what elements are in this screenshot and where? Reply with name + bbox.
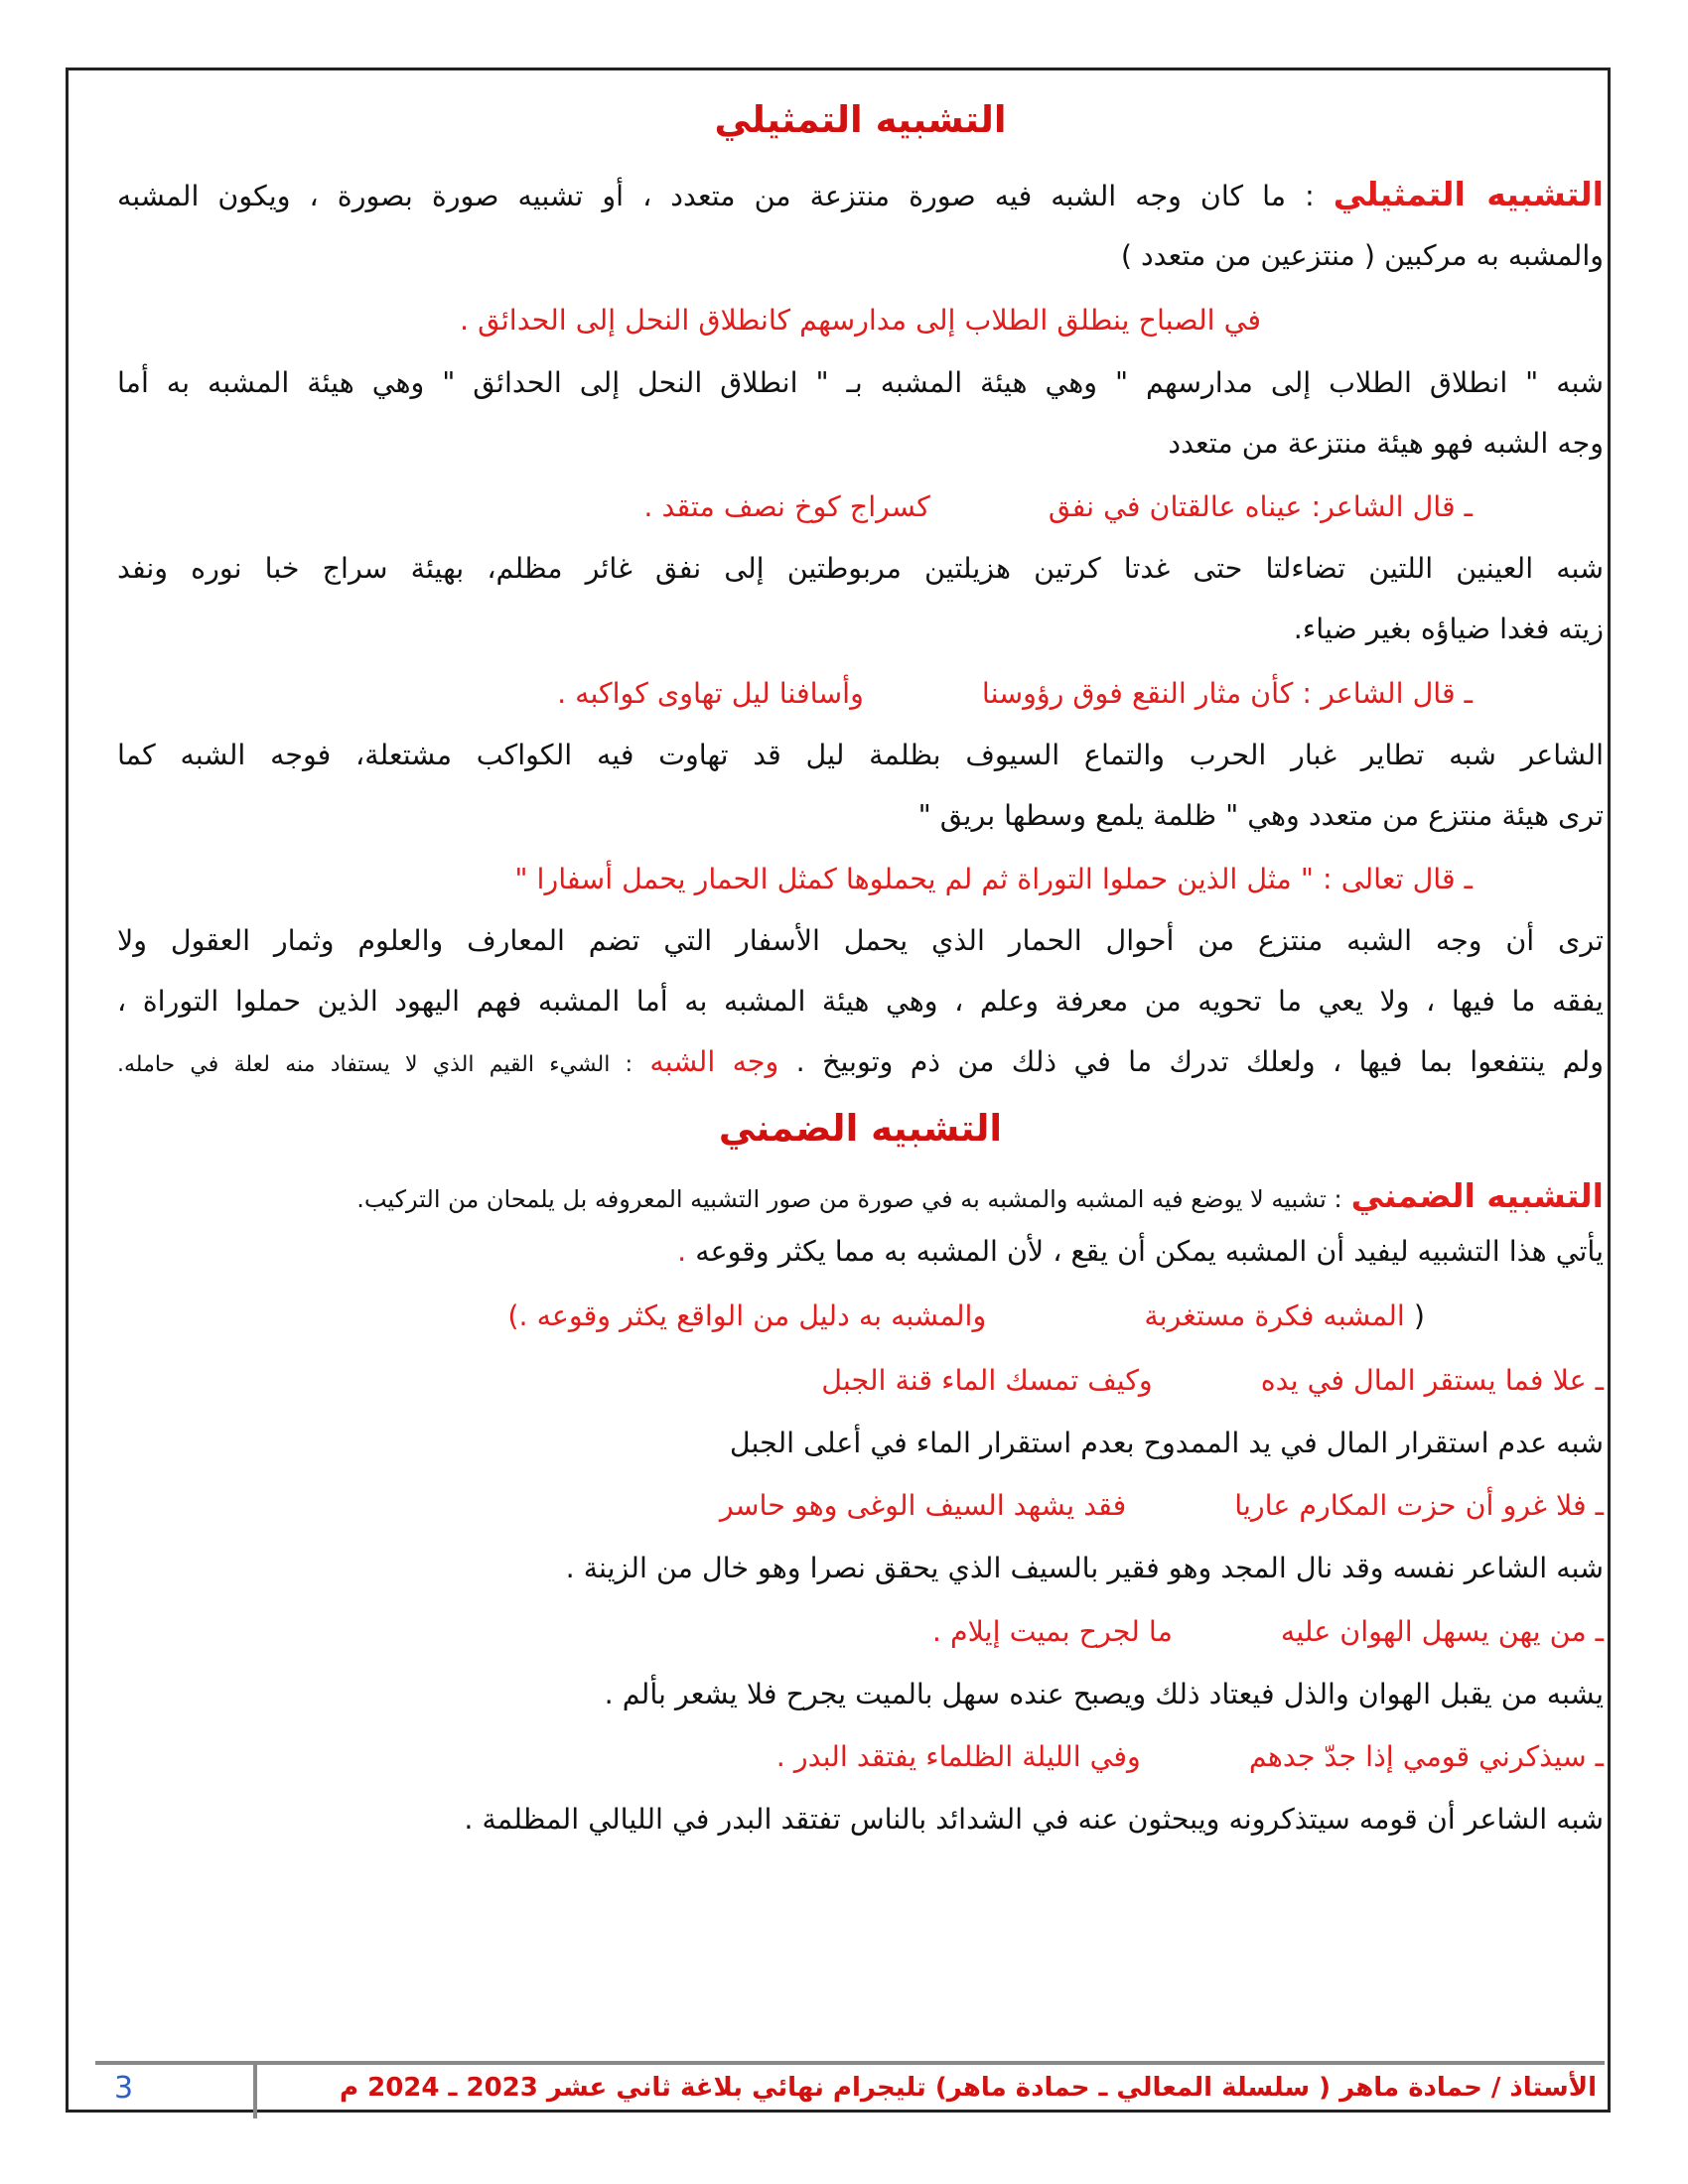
explanation-line: يشبه من يقبل الهوان والذل فيعتاد ذلك ويصبح عنده سهل بالميت يجرح فلا يشعر بألم . (604, 1678, 1604, 1710)
verse-first-half: ـ قال الشاعر : كأن مثار النقع فوق رؤوسنا (981, 677, 1473, 710)
verse-line (821, 1356, 1604, 1406)
definition-tamthili-line1 (117, 170, 1604, 221)
example-sentence: في الصباح ينطلق الطلاب إلى مدارسهم كانطلاق النحل إلى الحدائق . (459, 304, 1261, 337)
explanation-text: ولم ينتفعوا بما فيها ، ولعلك تدرك ما في ذلك من ذم وتوبيخ . (795, 1045, 1605, 1078)
verse-first-half: ـ من يهن يسهل الهوان عليه (1280, 1615, 1604, 1648)
verse-first-half: ـ فلا غرو أن حزت المكارم عاريا (1234, 1489, 1604, 1522)
definition-text: : تشبيه لا يوضع فيه المشبه والمشبه به في صورة من صور التشبيه المعروفه بل يلمحان من التركيب. (356, 1185, 1342, 1213)
explanation-line-with-wajh (117, 1037, 1604, 1090)
note-open: ( (1413, 1299, 1425, 1332)
wajh-label: وجه الشبه (649, 1045, 779, 1078)
verse-second-half: فقد يشهد السيف الوغى وهو حاسر (719, 1489, 1127, 1522)
verse-line (776, 1732, 1604, 1782)
purpose-line (677, 1227, 1604, 1277)
verse-line (720, 1481, 1604, 1531)
definition-dimni (356, 1171, 1604, 1224)
quran-example: ـ قال تعالى : " مثل الذين حملوا التوراة ثم لم يحملوها كمثل الحمار يحمل أسفارا " (514, 863, 1473, 895)
purpose-dot: . (677, 1235, 687, 1268)
verse-first-half: ـ علا فما يستقر المال في يده (1260, 1364, 1604, 1397)
explanation-line: شبه الشاعر نفسه وقد نال المجد وهو فقير بالسيف الذي يحقق نصرا وهو خال من الزينة . (565, 1552, 1604, 1584)
explanation-line: ترى هيئة منتزع من متعدد وهي " ظلمة يلمع وسطها بريق " (917, 799, 1604, 832)
explanation-line: يفقه ما فيها ، ولا يعي ما تحويه من معرفة وعلم ، وهي هيئة المشبه به أما المشبه فهم اليهود الذين حملوا التوراة ، (117, 985, 1604, 1018)
verse-second-half: كسراج كوخ نصف متقد . (643, 490, 930, 523)
note-line (507, 1292, 1425, 1341)
explanation-line: الشاعر شبه تطاير غبار الحرب والتماع السيوف بظلمة ليل قد تهاوت فيه الكواكب مشتعلة، فوجه الشبه كما (117, 739, 1604, 771)
purpose-text: يأتي هذا التشبيه ليفيد أن المشبه يمكن أن يقع ، لأن المشبه به مما يكثر وقوعه (695, 1235, 1604, 1268)
verse-line (557, 669, 1473, 719)
explanation-line: شبه عدم استقرار المال في يد الممدوح بعدم استقرار الماء في أعلى الجبل (729, 1427, 1604, 1459)
verse-line (932, 1607, 1604, 1657)
definition-tamthili-line2: والمشبه به مركبين ( منتزعين من متعدد ) (1120, 239, 1604, 272)
verse-line (643, 482, 1473, 532)
note-first-part: المشبه فكرة مستغربة (1144, 1299, 1405, 1332)
verse-second-half: وأسافنا ليل تهاوى كواكبه . (557, 677, 864, 710)
verse-second-half: ما لجرح بميت إيلام . (931, 1615, 1173, 1648)
footer-divider (95, 2061, 1605, 2065)
verse-second-half: وكيف تمسك الماء قنة الجبل (821, 1364, 1153, 1397)
explanation-line: وجه الشبه فهو هيئة منتزعة من متعدد (1168, 427, 1604, 460)
verse-first-half: ـ سيذكرني قومي إذا جدّ جدهم (1248, 1740, 1604, 1773)
footer-separator (253, 2063, 257, 2118)
explanation-line: ترى أن وجه الشبه منتزع من أحوال الحمار الذي يحمل الأسفار التي تضم المعارف والعلوم وثمار العقول ولا (117, 924, 1604, 957)
wajh-text: : الشيء القيم الذي لا يستفاد منه لعلة في حامله. (117, 1052, 633, 1077)
definition-term-dimni: التشبيه الضمني (1350, 1176, 1604, 1215)
explanation-line: شبه " انطلاق الطلاب إلى مدارسهم " وهي هيئة المشبه بـ " انطلاق النحل إلى الحدائق " وهي هيئة المشبه به أما (117, 366, 1604, 399)
definition-text: : ما كان وجه الشبه فيه صورة منتزعة من متعدد ، أو تشبيه صورة بصورة ، ويكون المشبه (117, 180, 1315, 212)
definition-term-tamthili: التشبيه التمثيلي (1333, 175, 1604, 213)
explanation-line: شبه الشاعر أن قومه سيتذكرونه ويبحثون عنه في الشدائد بالناس تفتقد البدر في الليالي المظلمة . (464, 1803, 1604, 1836)
explanation-line: شبه العينين اللتين تضاءلتا حتى غدتا كرتين هزيلتين مربوطتين إلى نفق غائر مظلم، بهيئة سراج خبا نوره ونفد (117, 552, 1604, 585)
explanation-line: زيته فغدا ضياؤه بغير ضياء. (1293, 613, 1604, 645)
page-number: 3 (114, 2071, 134, 2106)
note-second-part: والمشبه به دليل من الواقع يكثر وقوعه .) (507, 1299, 987, 1332)
verse-first-half: ـ قال الشاعر: عيناه عالقتان في نفق (1048, 490, 1473, 523)
section-title-dimni: التشبيه الضمني (718, 1107, 1003, 1150)
verse-second-half: وفي الليلة الظلماء يفتقد البدر . (775, 1740, 1141, 1773)
section-title-tamthili: التشبيه التمثيلي (714, 98, 1007, 141)
footer-credit: الأستاذ / حمادة ماهر ( سلسلة المعالي ـ حمادة ماهر) تليجرام نهائي بلاغة ثاني عشر 2023 ـ 2024 م (340, 2073, 1597, 2103)
